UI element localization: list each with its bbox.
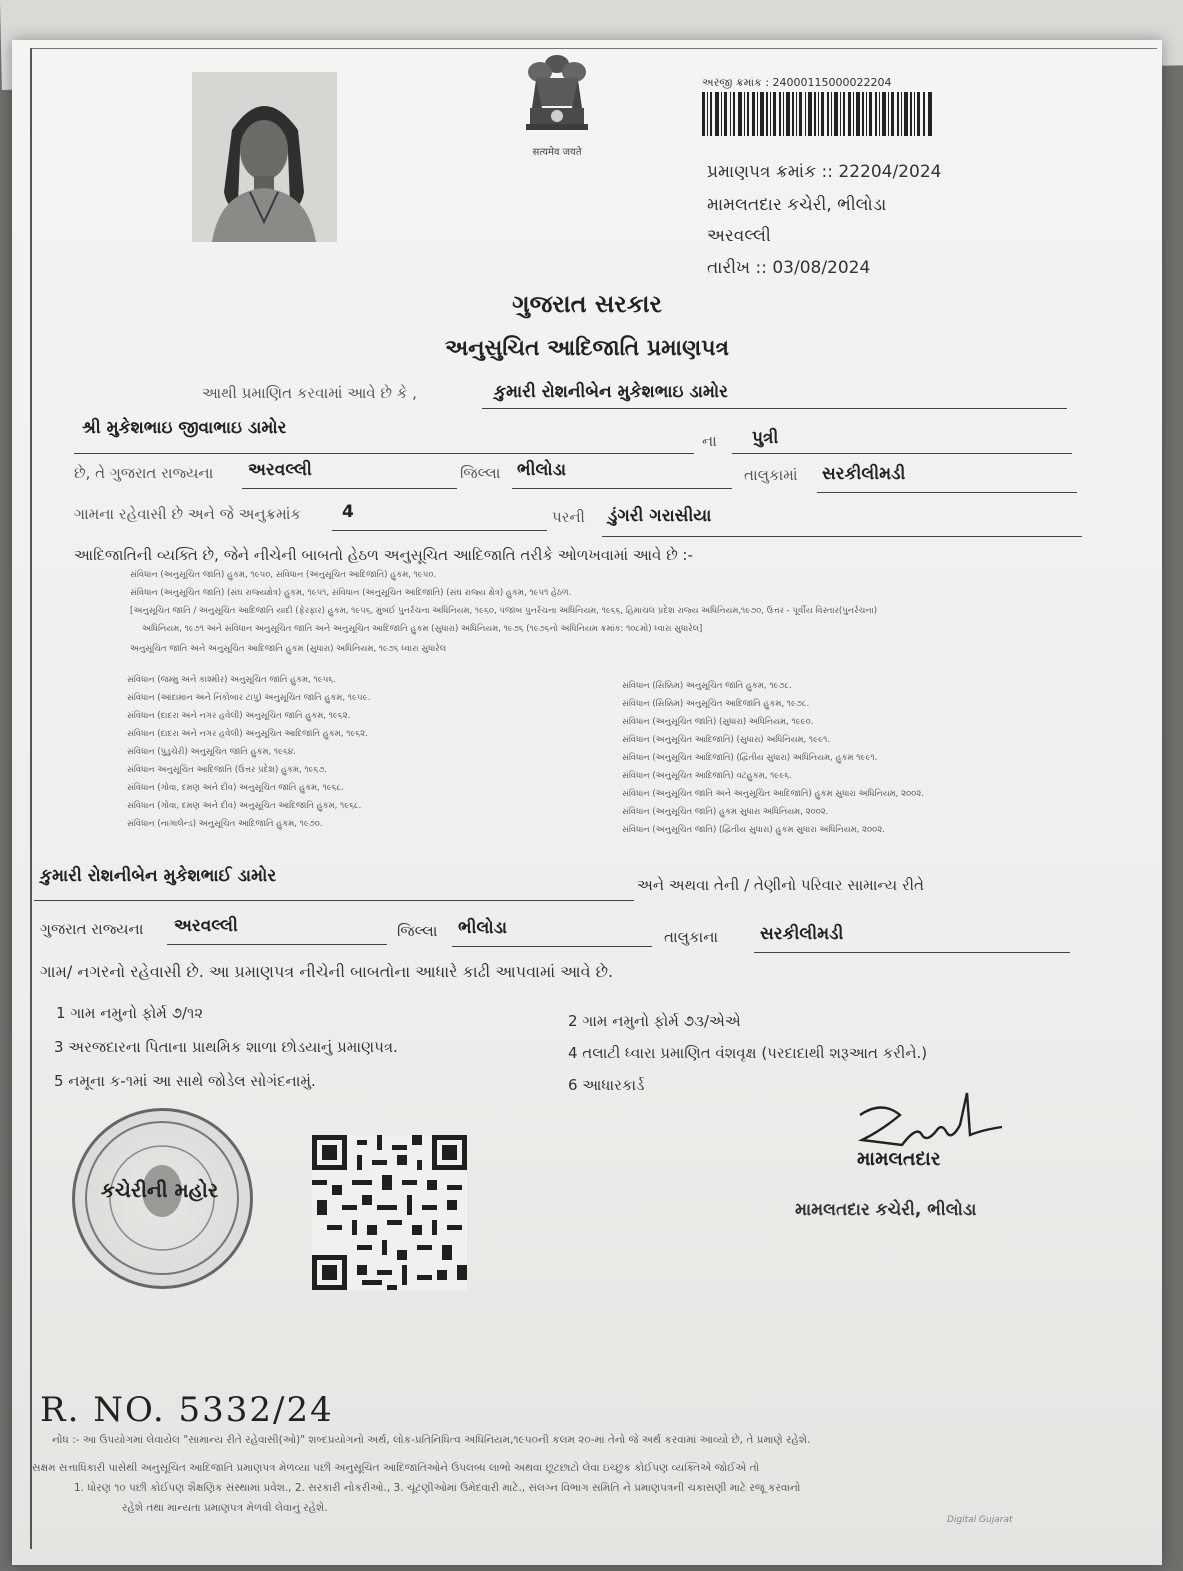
application-number: અરજી ક્રમાંક : 24000115000022204 — [702, 76, 892, 89]
document-border — [30, 48, 1157, 1549]
emblem-motto: सत्यमेव जयते — [532, 147, 582, 158]
village-value: સરકીલીમડી — [822, 464, 906, 484]
order-right: સંવિધાન (અનુસૂચિત આદિજાતિ) (સુધારા) અધિનિયમ, ૧૯૯૧. — [622, 735, 831, 745]
resident-name: કુમારી રોશનીબેન મુકેશભાઈ ડામોર — [40, 866, 277, 886]
certificate-number: 22204/2024 — [838, 162, 942, 182]
order-right: સંવિધાન (અનુસૂચિત જાતિ અને અનુસૂચિત આદિજાતિ) હુકમ સુધારા અધિનિયમ, ૨૦૦૨. — [622, 789, 924, 799]
footer-line: રહેશે તથા માન્યતા પ્રમાણપત્ર મેળવી લેવાનું રહેશે. — [122, 1502, 328, 1514]
underline — [512, 488, 732, 489]
order-left: સંવિધાન (પુડુચેરી) અનુસૂચિત જાતિ હુકમ, ૧૯૬૪. — [127, 747, 296, 757]
order-left: સંવિધાન (આંદામાન અને નિકોબાર ટાપુ) અનુસૂચિત જાતિ હુકમ, ૧૯૫૯. — [127, 693, 371, 703]
digital-gujarat-mark: Digital Gujarat — [947, 1515, 1013, 1525]
parni-text: પરની — [552, 508, 585, 526]
order-right: સંવિધાન (અનુસૂચિત આદિજાતિ) વટહુકમ, ૧૯૯૬. — [622, 771, 792, 781]
resident-village: સરકીલીમડી — [760, 924, 844, 944]
order-left: સંવિધાન (નાગાલેન્ડ) અનુસૂચિત આદિજાતિ હુકમ, ૧૯૭૦. — [127, 819, 323, 829]
order-left: સંવિધાન (ગોવા, દમણ અને દીવ) અનુસૂચિત જાતિ હુકમ, ૧૯૬૮. — [127, 783, 344, 793]
order-left: સંવિધાન અનુસૂચિત આદિજાતિ (ઉત્તર પ્રદેશ) હુકમ, ૧૯૬૭. — [127, 765, 328, 775]
government-title: ગુજરાત સરકાર — [512, 290, 662, 318]
order-left: સંવિધાન (દાદરા અને નગર હવેલી) અનુસૂચિત આદિજાતિ હુકમ, ૧૯૬૨. — [127, 729, 368, 739]
certificate-number-sep: :: — [821, 162, 833, 182]
resident-district-label: જિલ્લા — [397, 922, 438, 940]
applicant-name: કુમારી રોશનીબેન મુકેશભાઇ ડામોર — [494, 382, 728, 402]
taluka-label: તાલુકામાં — [744, 466, 798, 484]
document-item: 5 નમૂના ક-૧માં આ સાથે જોડેલ સોગંદનામું. — [54, 1072, 316, 1090]
issuing-district: અરવલ્લી — [707, 226, 771, 246]
underline — [602, 536, 1082, 537]
state-text: છે, તે ગુજરાત રાજ્યના — [74, 464, 214, 482]
document-item: 3 અરજદારના પિતાના પ્રાથમિક શાળા છોડયાનું પ્રમાણપત્ર. — [54, 1038, 398, 1056]
order-line: અનુસૂચિત જાતિ અને અનુસૂચિત આદિજાતિ હુકમ (સુધારા) અધિનિયમ, ૧૯૭૬ ધ્વારા સુધારેલ — [130, 644, 447, 654]
underline — [34, 900, 634, 901]
document-item: 2 ગામ નમુનો ફોર્મ ૭૩/એએ — [568, 1012, 741, 1030]
na-text: ના — [702, 432, 717, 450]
underline — [817, 492, 1077, 493]
order-right: સંવિધાન (સિક્કિમ) અનુસૂચિત જાતિ હુકમ, ૧૯૭૮. — [622, 681, 792, 691]
signatory-office: મામલતદાર કચેરી, ભીલોડા — [795, 1200, 977, 1220]
document-item: 4 તલાટી ધ્વારા પ્રમાણિત વંશવૃક્ષ (પરદાદાથી શરૂઆત કરીને.) — [568, 1044, 928, 1062]
qr-code — [312, 1135, 467, 1290]
issue-date: 03/08/2024 — [772, 258, 871, 278]
issue-date-label: તારીખ :: — [707, 258, 767, 278]
footer-line: 1. ધોરણ ૧૦ પછી કોઈપણ શૈક્ષણિક સંસ્થામાં પ્રવેશ., 2. સરકારી નોકરીઓ., 3. ચૂંટણીઓમાં ઉમેદવારી માટે., સંલગ્ન વિભાગ સમિતિ ને પ્રમાણપત્રની ચકાસણી માટે રજૂ કરવાનો — [74, 1482, 801, 1494]
recognized-text: આદિજાતિની વ્યક્તિ છે, જેને નીચેની બાબતો હેઠળ અનુસૂચિત આદિજાતિ તરીકે ઓળખવામાં આવે છે :- — [74, 546, 693, 564]
resident-district: અરવલ્લી — [174, 916, 238, 936]
order-right: સંવિધાન (અનુસૂચિત આદિજાતિ) (દ્વિતીય સુધારા) અધિનિયમ, હુકમ ૧૯૯૧. — [622, 753, 878, 763]
basis-text: ગામ/ નગરનો રહેવાસી છે. આ પ્રમાણપત્ર નીચેની બાબતોના આધારે કાઢી આપવામાં આવે છે. — [40, 962, 614, 981]
certify-text: આથી પ્રમાણિત કરવામાં આવે છે કે , — [202, 384, 417, 402]
family-text: અને અથવા તેની / તેણીનો પરિવાર સામાન્ય રીતે — [637, 876, 924, 894]
order-right: સંવિધાન (અનુસૂચિત જાતિ) (દ્વિતીય સુધારા) હુકમ સુધારા અધિનિયમ, ૨૦૦૨. — [622, 825, 885, 835]
father-name: શ્રી મુકેશભાઇ જીવાભાઇ ડામોર — [82, 418, 287, 438]
barcode — [702, 92, 932, 136]
certificate-number-row — [707, 162, 941, 182]
underline — [452, 946, 652, 947]
order-left: સંવિધાન (ગોવા, દમણ અને દીવ) અનુસૂચિત આદિજાતિ હુકમ, ૧૯૬૮. — [127, 801, 362, 811]
certificate-number-label: પ્રમાણપત્ર ક્રમાંક — [707, 162, 817, 182]
district-label: જિલ્લા — [460, 464, 501, 482]
resident-taluka-label: તાલુકાના — [664, 928, 719, 946]
underline — [754, 952, 1070, 953]
order-right: સંવિધાન (અનુસૂચિત જાતિ) (સુધારા) અધિનિયમ, ૧૯૯૦. — [622, 717, 814, 727]
taluka-value: ભીલોડા — [517, 460, 567, 480]
relation: પુત્રી — [752, 428, 779, 448]
order-left: સંવિધાન (જમ્મુ અને કાશ્મીર) અનુસૂચિત જાતિ હુકમ, ૧૯૫૬. — [127, 675, 336, 685]
applicant-photo — [192, 72, 337, 242]
issuing-office: મામલતદાર કચેરી, ભીલોડા — [707, 195, 887, 215]
tribe-name: ડુંગરી ગરાસીયા — [608, 506, 712, 526]
order-line: સંવિધાન (અનુસૂચિત જાતિ) (સંઘ રાજ્યક્ષેત્ર) હુકમ, ૧૯૫૧, સંવિધાન (અનુસૂચિત આદિજાતિ) (સંઘ રાજ્ય ક્ષેત્ર) હુકમ, ૧૯૫૧ હેઠળ. — [130, 588, 572, 598]
serial-number: 4 — [342, 502, 354, 522]
certificate-document — [12, 40, 1162, 1565]
certificate-title: અનુસુચિત આદિજાતિ પ્રમાણપત્ર — [444, 336, 730, 361]
document-item: 6 આધારકાર્ડ — [568, 1076, 645, 1094]
order-right: સંવિધાન (અનુસૂચિત જાતિ) હુકમ સુધારા અધિનિયમ, ૨૦૦૨. — [622, 807, 829, 817]
order-line: અધિનિયમ, ૧૯૭૧ અને સંવિધાન અનુસૂચિત જાતિ અને અનુસૂચિત આદિજાતિ હુકમ (સુધારા) અધિનિયમ, ૧૯૭૬ (૧૯૭૬નો અધિનિયમ ક્રમાંક: ૧૦૮મો) ધ્વારા સુધારેલ] — [142, 624, 703, 634]
order-left: સંવિધાન (દાદરા અને નગર હવેલી) અનુસૂચિત જાતિ હુકમ, ૧૯૬૨. — [127, 711, 351, 721]
footer-note: નોંધ :- આ ઉપયોગમાં લેવાયેલ "સામાન્ય રીતે રહેવાસી(ઓ)" શબ્દપ્રયોગનો અર્થ, લોક-પ્રતિનિધિત્વ અધિનિયમ,૧૯૫૦ની કલમ ૨૦-માં તેનો જે અર્થ કરવામાં આવ્યો છે, તે પ્રમાણે રહેશે. — [52, 1434, 811, 1446]
district-value: અરવલ્લી — [248, 460, 312, 480]
underline — [482, 408, 1067, 409]
resident-text: ગામના રહેવાસી છે અને જે અનુક્રમાંક — [74, 505, 302, 523]
resident-taluka: ભીલોડા — [458, 918, 508, 938]
underline — [242, 488, 457, 489]
signatory-designation: મામલતદાર — [857, 1148, 941, 1170]
underline — [74, 453, 694, 454]
underline — [732, 453, 1072, 454]
seal-text: કચેરીની મહોર — [100, 1178, 219, 1202]
underline — [332, 530, 547, 531]
order-line: સંવિધાન (અનુસૂચિત જાતિ) હુકમ, ૧૯૫૦, સંવિધાન (અનુસૂચિત આદિજાતિ) હુકમ, ૧૯૫૦. — [130, 570, 437, 580]
issue-date-row — [707, 258, 870, 278]
handwritten-signature — [842, 1085, 1022, 1155]
handwritten-register-number: R. NO. 5332/24 — [40, 1390, 334, 1430]
resident-state-text: ગુજરાત રાજ્યના — [40, 920, 144, 938]
document-item: 1 ગામ નમુનો ફોર્મ ૭/૧૨ — [56, 1004, 204, 1022]
order-right: સંવિધાન (સિક્કિમ) અનુસૂચિત આદિજાતિ હુકમ, ૧૯૭૮. — [622, 699, 810, 709]
order-line: [અનુસૂચિત જાતિ / અનુસૂચિત આદિજાતિ યાદી (ફેરફાર) હુકમ, ૧૯૫૬, મુંબઈ પુનર્રચના અધિનિયમ, ૧૯૬૦, પંજાબ પુનર્રચના અધિનિયમ, ૧૯૬૬, હિમાચલ પ્રદેશ રાજ્ય અધિનિયમ,૧૯૭૦, ઉત્તર - પૂર્વીય વિસ્તાર(પુનર્રચના) — [130, 606, 878, 616]
footer-line: સક્ષમ સત્તાધિકારી પાસેથી અનુસૂચિત આદિજાતિ પ્રમાણપત્ર મેળવ્યા પછી અનુસૂચિત આદિજાતિઓને ઉપલબ્ધ લાભો અથવા છૂટછાટો લેવા ઇચ્છુક કોઈપણ વ્યક્તિએ જોઈએ તો — [32, 1462, 760, 1474]
underline — [167, 944, 387, 945]
